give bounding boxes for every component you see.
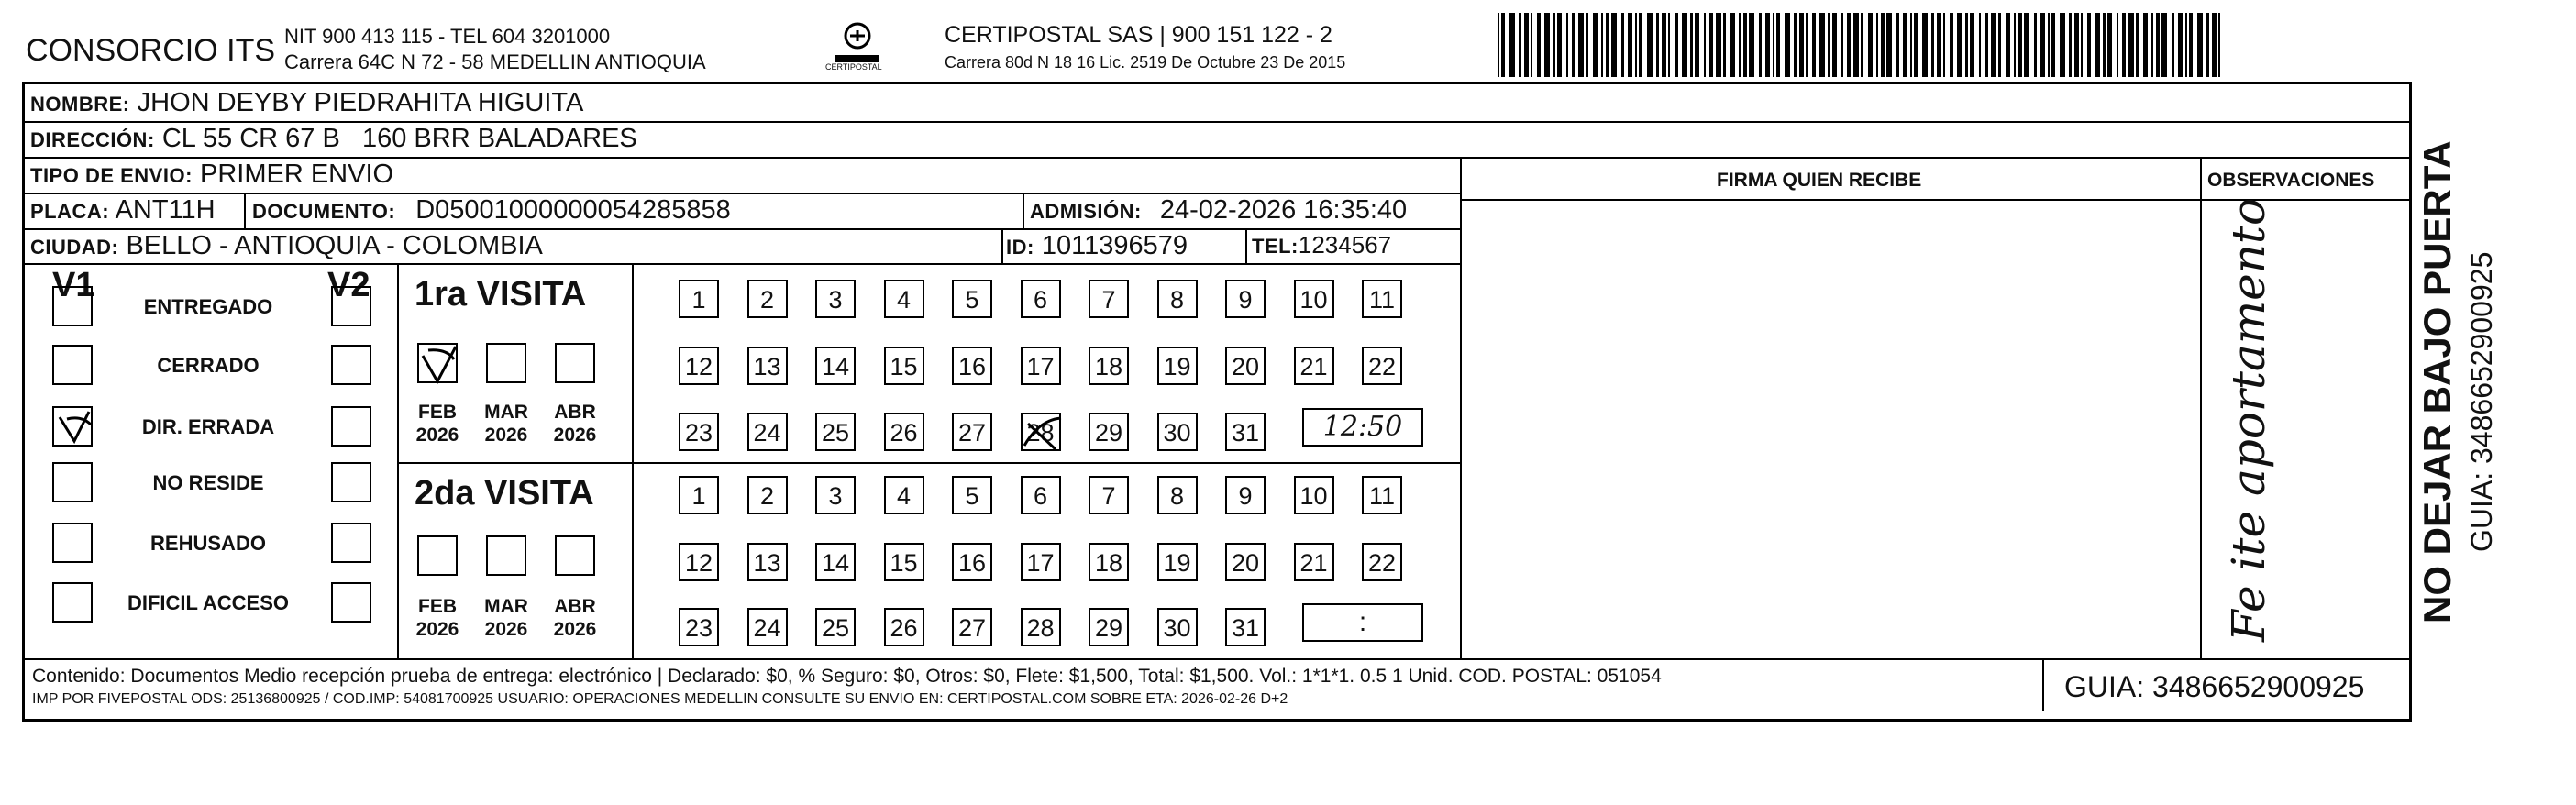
first-visit-day-10[interactable]: 10 — [1294, 280, 1334, 318]
first-visit-day-7[interactable]: 7 — [1089, 280, 1129, 318]
v1-checkbox-cerrado[interactable] — [52, 345, 93, 385]
company-address: Carrera 64C N 72 - 58 MEDELLIN ANTIOQUIA — [284, 50, 706, 73]
first-visit-day-19[interactable]: 19 — [1157, 347, 1198, 385]
first-visit-day-13[interactable]: 13 — [747, 347, 788, 385]
status-label-dificil-acceso: DIFICIL ACCESO — [127, 591, 289, 614]
second-visit-day-17[interactable]: 17 — [1021, 543, 1061, 581]
second-visit-day-28[interactable]: 28 — [1021, 608, 1061, 646]
second-visit-day-27[interactable]: 27 — [952, 608, 992, 646]
status-label-entregado: ENTREGADO — [143, 295, 273, 318]
direccion-row — [30, 124, 637, 154]
first-visit-day-4[interactable]: 4 — [884, 280, 924, 318]
second-visit-day-4[interactable]: 4 — [884, 476, 924, 514]
first-visit-day-31[interactable]: 31 — [1225, 413, 1266, 451]
first-visit-month-feb-checkbox[interactable] — [417, 343, 458, 383]
second-visit-title: 2da VISITA — [415, 474, 594, 513]
first-visit-day-6[interactable]: 6 — [1021, 280, 1061, 318]
first-visit-day-25[interactable]: 25 — [815, 413, 856, 451]
second-visit-day-5[interactable]: 5 — [952, 476, 992, 514]
first-visit-day-21[interactable]: 21 — [1294, 347, 1334, 385]
first-visit-month-label: MAR 2026 — [484, 402, 528, 446]
admision-value: 24-02-2026 16:35:40 — [1159, 195, 1408, 225]
second-visit-day-14[interactable]: 14 — [815, 543, 856, 581]
nombre-row — [30, 88, 583, 118]
status-label-cerrado: CERRADO — [157, 354, 260, 377]
first-visit-day-30[interactable]: 30 — [1157, 413, 1198, 451]
footer-imp: IMP POR FIVEPOSTAL ODS: 25136800925 / COD.IMP: 54081700925 USUARIO: OPERACIONES MEDELLIN CONSULTE SU ENVIO EN: CERTIPOSTAL.COM SOBRE ETA: 2026-02-26 D+2 — [32, 691, 1288, 707]
barcode — [1498, 13, 2220, 77]
second-visit-month-abr-checkbox[interactable] — [555, 535, 595, 576]
first-visit-day-28[interactable]: 28 — [1021, 413, 1061, 451]
first-visit-month-mar-checkbox[interactable] — [486, 343, 526, 383]
v2-checkbox-no-reside[interactable] — [331, 462, 371, 502]
second-visit-day-12[interactable]: 12 — [679, 543, 719, 581]
second-visit-day-11[interactable]: 11 — [1362, 476, 1402, 514]
second-visit-day-16[interactable]: 16 — [952, 543, 992, 581]
first-visit-day-1[interactable]: 1 — [679, 280, 719, 318]
first-visit-month-label: FEB 2026 — [415, 402, 459, 446]
tel-value: 1234567 — [1298, 231, 1392, 259]
carrier-name: CERTIPOSTAL SAS | 900 151 122 - 2 — [945, 22, 1332, 48]
second-visit-day-23[interactable]: 23 — [679, 608, 719, 646]
second-visit-day-2[interactable]: 2 — [747, 476, 788, 514]
guia-number: GUIA: 3486652900925 — [2064, 670, 2365, 703]
first-visit-day-12[interactable]: 12 — [679, 347, 719, 385]
observaciones-handwriting: Fe ite aportamento — [2222, 197, 2275, 642]
first-visit-month-label: ABR 2026 — [553, 402, 597, 446]
ciudad-label: CIUDAD: — [30, 236, 119, 259]
tipo-label: TIPO DE ENVIO: — [30, 164, 193, 187]
second-visit-day-24[interactable]: 24 — [747, 608, 788, 646]
second-visit-day-6[interactable]: 6 — [1021, 476, 1061, 514]
ciudad-field — [30, 231, 543, 261]
first-visit-day-14[interactable]: 14 — [815, 347, 856, 385]
second-visit-day-21[interactable]: 21 — [1294, 543, 1334, 581]
second-visit-day-29[interactable]: 29 — [1089, 608, 1129, 646]
v2-checkbox-dificil-acceso[interactable] — [331, 582, 371, 623]
second-visit-month-mar-checkbox[interactable] — [486, 535, 526, 576]
placa-value: ANT11H — [115, 195, 216, 225]
v1-checkbox-entregado[interactable] — [52, 286, 93, 326]
tel-label: TEL: — [1252, 235, 1299, 258]
admision-label: ADMISIÓN: — [1030, 200, 1142, 223]
first-visit-day-29[interactable]: 29 — [1089, 413, 1129, 451]
nombre-label: NOMBRE: — [30, 93, 130, 116]
first-visit-day-9[interactable]: 9 — [1225, 280, 1266, 318]
second-visit-day-15[interactable]: 15 — [884, 543, 924, 581]
v1-header: V1 — [52, 266, 95, 304]
ciudad-value: BELLO - ANTIOQUIA - COLOMBIA — [126, 231, 543, 260]
carrier-license: Carrera 80d N 18 16 Lic. 2519 De Octubre 23 De 2015 — [945, 53, 1346, 72]
documento-value: D05001000000054285858 — [415, 195, 731, 225]
second-visit-day-10[interactable]: 10 — [1294, 476, 1334, 514]
status-label-dir-errada: DIR. ERRADA — [141, 415, 275, 438]
v2-header: V2 — [327, 266, 370, 304]
v2-checkbox-entregado[interactable] — [331, 286, 371, 326]
first-visit-day-16[interactable]: 16 — [952, 347, 992, 385]
second-visit-day-1[interactable]: 1 — [679, 476, 719, 514]
second-visit-month-label: FEB 2026 — [415, 596, 459, 640]
id-field — [1006, 231, 1188, 261]
v1-checkbox-dir-errada[interactable] — [52, 406, 93, 447]
side-guia: GUIA: 3486652900925 — [2465, 251, 2498, 552]
status-label-rehusado: REHUSADO — [150, 532, 266, 555]
first-visit-title: 1ra VISITA — [415, 275, 587, 314]
documento-label: DOCUMENTO: — [252, 200, 396, 223]
first-visit-day-18[interactable]: 18 — [1089, 347, 1129, 385]
second-visit-day-3[interactable]: 3 — [815, 476, 856, 514]
id-label: ID: — [1006, 236, 1034, 259]
delivery-form — [22, 82, 2412, 722]
first-visit-day-11[interactable]: 11 — [1362, 280, 1402, 318]
second-visit-day-30[interactable]: 30 — [1157, 608, 1198, 646]
second-visit-day-31[interactable]: 31 — [1225, 608, 1266, 646]
second-visit-day-7[interactable]: 7 — [1089, 476, 1129, 514]
tel-field — [1252, 231, 1391, 259]
first-visit-day-8[interactable]: 8 — [1157, 280, 1198, 318]
v1-checkbox-rehusado[interactable] — [52, 523, 93, 563]
admision-field — [1030, 195, 1407, 226]
first-visit-month-abr-checkbox[interactable] — [555, 343, 595, 383]
first-visit-day-23[interactable]: 23 — [679, 413, 719, 451]
direccion-label: DIRECCIÓN: — [30, 128, 155, 151]
footer-contenido: Contenido: Documentos Medio recepción prueba de entrega: electrónico | Declarado: $0, % Seguro: $0, Otros: $0, Flete: $1,500, Total: $1,500. Vol.: 1*1*1. 0.5 1 Unid. COD. POSTAL: 051054 — [32, 666, 1662, 687]
second-visit-day-26[interactable]: 26 — [884, 608, 924, 646]
v1-checkbox-no-reside[interactable] — [52, 462, 93, 502]
documento-field — [252, 195, 731, 226]
second-visit-day-18[interactable]: 18 — [1089, 543, 1129, 581]
v2-checkbox-rehusado[interactable] — [331, 523, 371, 563]
first-visit-day-2[interactable]: 2 — [747, 280, 788, 318]
first-visit-day-26[interactable]: 26 — [884, 413, 924, 451]
first-visit-day-20[interactable]: 20 — [1225, 347, 1266, 385]
v2-checkbox-cerrado[interactable] — [331, 345, 371, 385]
second-visit-day-25[interactable]: 25 — [815, 608, 856, 646]
first-visit-day-3[interactable]: 3 — [815, 280, 856, 318]
second-visit-time[interactable]: : — [1302, 603, 1423, 642]
v2-checkbox-dir-errada[interactable] — [331, 406, 371, 447]
second-visit-month-label: ABR 2026 — [553, 596, 597, 640]
company-name: CONSORCIO ITS — [26, 33, 276, 68]
observaciones-header: OBSERVACIONES — [2207, 170, 2375, 191]
first-visit-day-27[interactable]: 27 — [952, 413, 992, 451]
company-nit: NIT 900 413 115 - TEL 604 3201000 — [284, 25, 611, 48]
first-visit-day-22[interactable]: 22 — [1362, 347, 1402, 385]
nombre-value: JHON DEYBY PIEDRAHITA HIGUITA — [137, 88, 584, 117]
first-visit-day-17[interactable]: 17 — [1021, 347, 1061, 385]
second-visit-day-20[interactable]: 20 — [1225, 543, 1266, 581]
logo-text: CERTIPOSTAL — [825, 62, 882, 72]
second-visit-day-8[interactable]: 8 — [1157, 476, 1198, 514]
id-value: 1011396579 — [1041, 231, 1188, 260]
direccion-value: CL 55 CR 67 B 160 BRR BALADARES — [161, 124, 637, 153]
placa-field — [30, 195, 216, 226]
second-visit-day-13[interactable]: 13 — [747, 543, 788, 581]
status-label-no-reside: NO RESIDE — [152, 471, 264, 494]
second-visit-month-label: MAR 2026 — [484, 596, 528, 640]
no-dejar-bajo-puerta: NO DEJAR BAJO PUERTA — [2416, 140, 2459, 623]
firma-header: FIRMA QUIEN RECIBE — [1717, 170, 1922, 191]
placa-label: PLACA: — [30, 200, 110, 223]
v1-checkbox-dificil-acceso[interactable] — [52, 582, 93, 623]
second-visit-month-feb-checkbox[interactable] — [417, 535, 458, 576]
tipo-value: PRIMER ENVIO — [199, 160, 394, 189]
first-visit-time[interactable]: 12:50 — [1302, 408, 1423, 447]
first-visit-day-15[interactable]: 15 — [884, 347, 924, 385]
second-visit-day-22[interactable]: 22 — [1362, 543, 1402, 581]
second-visit-day-19[interactable]: 19 — [1157, 543, 1198, 581]
second-visit-day-9[interactable]: 9 — [1225, 476, 1266, 514]
first-visit-day-24[interactable]: 24 — [747, 413, 788, 451]
tipo-row — [30, 160, 393, 190]
first-visit-day-5[interactable]: 5 — [952, 280, 992, 318]
